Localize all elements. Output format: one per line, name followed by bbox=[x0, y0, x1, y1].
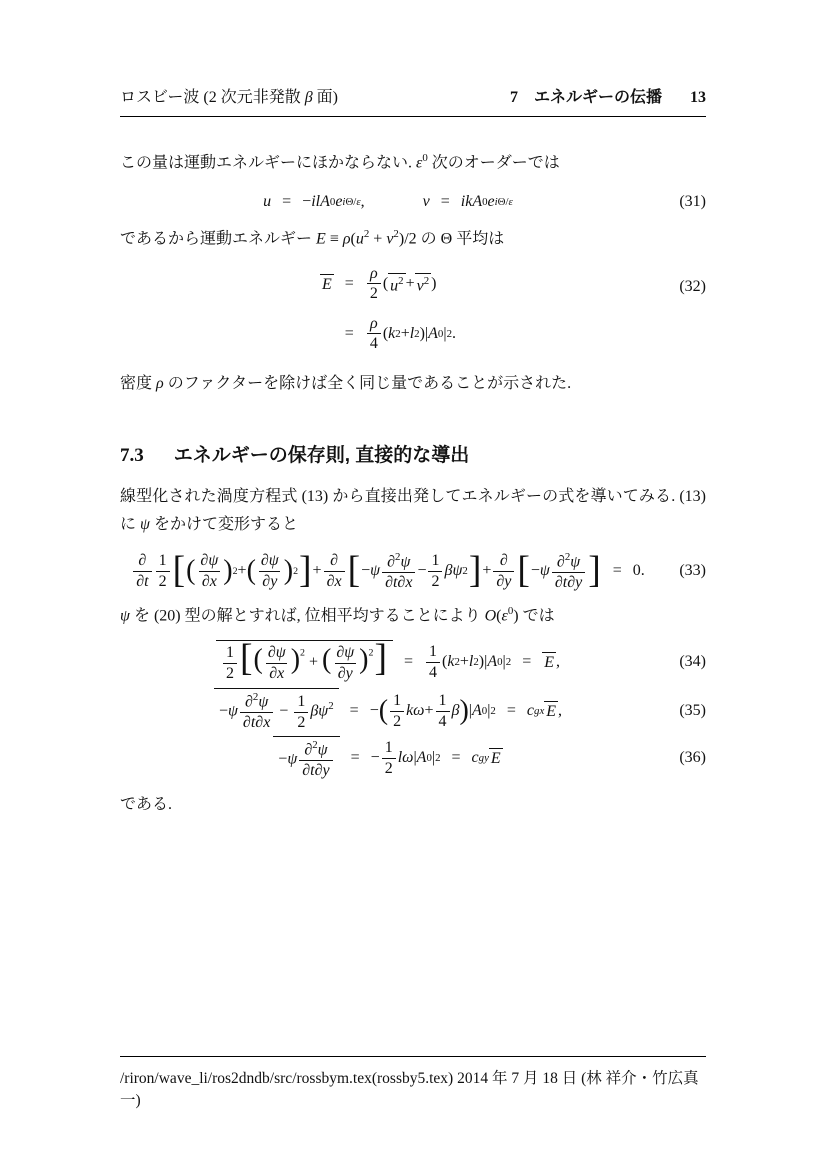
paragraph-phase-average: ψ を (20) 型の解とすれば, 位相平均することにより $O(\varepsilon^0)$ では bbox=[120, 605, 555, 625]
equation-36 bbox=[120, 736, 706, 781]
section-heading-title: エネルギーの保存則, 直接的な導出 bbox=[173, 444, 470, 466]
equation-34 bbox=[120, 637, 706, 684]
paragraph-dearu: である. bbox=[120, 796, 173, 814]
running-head-right bbox=[510, 84, 706, 107]
footer bbox=[120, 1056, 706, 1110]
running-head bbox=[120, 84, 706, 117]
footer-file-info: /riron/wave_li/ros2dndb/src/rossbym.tex(rossby5.tex) 2014 年 7 月 18 日 (林 祥介・竹広真一) bbox=[120, 1070, 699, 1109]
paragraph-vorticity-equation: 線型化された渦度方程式 (13) から直接出発してエネルギーの式を導いてみる. (13) に ψ をかけて変形すると bbox=[120, 487, 706, 533]
equation-33-body: $\frac{\partial}{\partial t}$ $\frac{1}{2}$ [ ( $\frac{\partial\psi}{\partial x}$ ) 2 + ( $\frac{\partial\psi}{\partial y}$ ) 2 ] + $\frac{\partial}{\partial x}$ [ − ψ $\frac{\partial^2\psi}{\partial t\partial x}$ − $\frac{1}{2}$ βψ 2 ] + $\frac{\partial}{\partial y}$ [ − ψ $\frac{\partial^2\psi}{\partial t\partial y}$ ] = 0. bbox=[120, 551, 656, 592]
running-head-section-number: 7 bbox=[509, 89, 518, 106]
equation-35-body: −ψ $\frac{\partial^2\psi}{\partial t\partial x}$ − $\frac{1}{2}$ $\beta\psi^2$ = − ( $\frac{1}{2}$ kω + $\frac{1}{4}$ β ) | A 0 | 2 = c gx E , bbox=[120, 688, 656, 733]
equation-34-number: (34) bbox=[679, 653, 706, 671]
equation-32 bbox=[120, 264, 706, 354]
running-head-left: ロスビー波 (2 次元非発散 β 面) bbox=[120, 89, 339, 106]
equation-31-number: (31) bbox=[679, 193, 706, 211]
equation-31-body: u = − ilA 0 e iΘ/ε , v = ikA 0 e iΘ/ε bbox=[263, 193, 513, 211]
equation-32-body: E = $\frac{\rho}{2}$ ( $u^2$ + $v^2$ ) = $\frac{\rho}{4}$ ( k 2 + l 2 )| A 0 | 2 . bbox=[322, 264, 456, 353]
paragraph-theta-average: であるから運動エネルギー $E \equiv \rho(u^2 + v^2)/2$ の Θ 平均は bbox=[120, 228, 505, 248]
section-heading bbox=[120, 440, 706, 467]
section-heading-number: 7.3 bbox=[120, 444, 144, 466]
equation-33-number: (33) bbox=[679, 562, 706, 580]
equation-36-body: −ψ $\frac{\partial^2\psi}{\partial t\partial y}$ = − $\frac{1}{2}$ lω | A 0 | 2 = c gy E bbox=[120, 736, 656, 781]
equation-36-number: (36) bbox=[679, 749, 706, 767]
equation-35-number: (35) bbox=[679, 702, 706, 720]
page-number: 13 bbox=[690, 89, 706, 106]
paragraph-kinetic-energy: この量は運動エネルギーにほかならない. $\varepsilon^0$ 次のオーダーでは bbox=[120, 152, 560, 172]
paragraph-density-factor: 密度 ρ のファクターを除けば全く同じ量であることが示された. bbox=[120, 374, 572, 392]
equation-31 bbox=[120, 193, 706, 211]
running-head-section-title: エネルギーの伝播 bbox=[533, 89, 662, 106]
equation-33 bbox=[120, 551, 706, 592]
equation-32-number: (32) bbox=[679, 277, 706, 295]
equation-35 bbox=[120, 688, 706, 733]
equation-34-body: $\frac{1}{2}$ [( $\frac{\partial\psi}{\partial x}$ )$^2$ + ( $\frac{\partial\psi}{\partial y}$ )$^2$] = $\frac{1}{4}$ ( k 2 + l 2 )| A 0 | 2 = E , bbox=[120, 640, 656, 684]
